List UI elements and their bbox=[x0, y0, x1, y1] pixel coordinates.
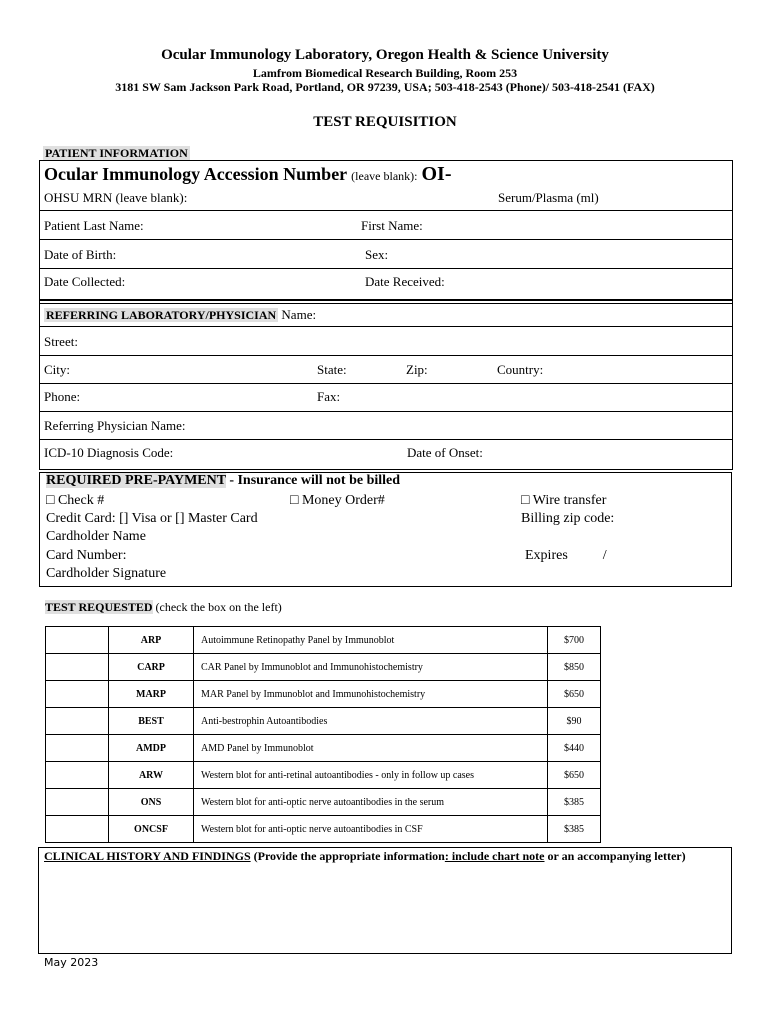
country-field[interactable]: Country: bbox=[497, 362, 544, 377]
sex-field[interactable]: Sex: bbox=[365, 247, 389, 262]
serum-field[interactable]: Serum/Plasma (ml) bbox=[498, 190, 599, 205]
city-row bbox=[39, 356, 732, 384]
test-code: CARP bbox=[109, 654, 194, 681]
state-field[interactable]: State: bbox=[317, 362, 347, 377]
test-checkbox[interactable] bbox=[46, 627, 109, 654]
onset-field[interactable]: Date of Onset: bbox=[407, 445, 483, 460]
city-field[interactable]: City: bbox=[44, 362, 71, 377]
icd-row bbox=[39, 440, 732, 468]
street-row bbox=[39, 327, 732, 356]
test-checkbox[interactable] bbox=[46, 681, 109, 708]
billing-zip-field[interactable]: Billing zip code: bbox=[521, 511, 615, 526]
referring-section-label: REFERRING LABORATORY/PHYSICIAN bbox=[46, 308, 277, 322]
accession-label: Ocular Immunology Accession Number bbox=[44, 164, 348, 184]
test-code: ONS bbox=[109, 789, 194, 816]
test-price: $385 bbox=[548, 816, 601, 843]
card-number-field[interactable]: Card Number: bbox=[46, 548, 127, 563]
test-code: ONCSF bbox=[109, 816, 194, 843]
mrn-field[interactable]: OHSU MRN (leave blank): bbox=[44, 190, 188, 205]
test-price: $90 bbox=[548, 708, 601, 735]
lab-address: 3181 SW Sam Jackson Park Road, Portland, OR 97239, USA; 503-418-2543 (Phone)/ 503-418-2541 (FAX) bbox=[115, 80, 655, 94]
test-price: $440 bbox=[548, 735, 601, 762]
accession-field[interactable] bbox=[44, 163, 451, 186]
name-row bbox=[39, 211, 732, 240]
collected-field[interactable]: Date Collected: bbox=[44, 274, 126, 289]
cardholder-name-field[interactable]: Cardholder Name bbox=[46, 529, 146, 544]
test-description: AMD Panel by Immunoblot bbox=[194, 735, 548, 762]
test-checkbox[interactable] bbox=[46, 735, 109, 762]
icd-field[interactable]: ICD-10 Diagnosis Code: bbox=[44, 445, 174, 460]
test-row bbox=[46, 762, 601, 789]
test-description: Western blot for anti-optic nerve autoantibodies in CSF bbox=[194, 816, 548, 843]
test-description: CAR Panel by Immunoblot and Immunohistochemistry bbox=[194, 654, 548, 681]
test-section-heading bbox=[45, 600, 282, 615]
test-code: BEST bbox=[109, 708, 194, 735]
clinical-hint-c: or an accompanying letter) bbox=[544, 849, 686, 863]
form-title: TEST REQUISITION bbox=[313, 114, 457, 130]
received-field[interactable]: Date Received: bbox=[365, 274, 445, 289]
test-row bbox=[46, 816, 601, 843]
physician-row bbox=[39, 412, 732, 440]
referring-name-label: Name: bbox=[281, 307, 317, 322]
expires-field[interactable]: Expires / bbox=[525, 548, 607, 563]
referring-name-field[interactable] bbox=[44, 307, 316, 323]
accession-hint: (leave blank): bbox=[351, 169, 418, 183]
wire-transfer-option[interactable]: □ Wire transfer bbox=[521, 493, 607, 508]
credit-card-field[interactable]: Credit Card: [] Visa or [] Master Card bbox=[46, 511, 258, 526]
test-code: AMDP bbox=[109, 735, 194, 762]
test-price: $385 bbox=[548, 789, 601, 816]
clinical-section-label: CLINICAL HISTORY AND FINDINGS bbox=[44, 849, 251, 863]
test-description: Western blot for anti-retinal autoantibodies - only in follow up cases bbox=[194, 762, 548, 789]
test-section-label: TEST REQUESTED bbox=[45, 600, 153, 614]
patient-section-label: PATIENT INFORMATION bbox=[45, 146, 188, 160]
physician-field[interactable]: Referring Physician Name: bbox=[44, 418, 186, 433]
test-row bbox=[46, 789, 601, 816]
last-name-field[interactable]: Patient Last Name: bbox=[44, 218, 144, 233]
prepayment-note: - Insurance will not be billed bbox=[225, 473, 401, 488]
money-order-option[interactable]: □ Money Order# bbox=[290, 493, 385, 508]
first-name-field[interactable]: First Name: bbox=[361, 218, 423, 233]
referring-name-row bbox=[39, 304, 732, 327]
phone-field[interactable]: Phone: bbox=[44, 389, 81, 404]
clinical-heading bbox=[44, 849, 686, 864]
test-description: Western blot for anti-optic nerve autoantibodies in the serum bbox=[194, 789, 548, 816]
accession-prefix: OI- bbox=[421, 163, 452, 185]
test-description: Anti-bestrophin Autoantibodies bbox=[194, 708, 548, 735]
test-row bbox=[46, 708, 601, 735]
tests-table bbox=[45, 626, 601, 843]
footer-date: May 2023 bbox=[44, 956, 99, 969]
test-row bbox=[46, 654, 601, 681]
street-field[interactable]: Street: bbox=[44, 334, 78, 349]
prepayment-heading bbox=[46, 473, 400, 489]
signature-field[interactable]: Cardholder Signature bbox=[46, 566, 167, 581]
clinical-hint-a: (Provide the appropriate information bbox=[250, 849, 445, 863]
lab-building: Lamfrom Biomedical Research Building, Room 253 bbox=[252, 66, 518, 80]
mrn-row bbox=[39, 186, 732, 211]
test-price: $850 bbox=[548, 654, 601, 681]
test-code: ARP bbox=[109, 627, 194, 654]
dates-row bbox=[39, 269, 732, 298]
test-code: MARP bbox=[109, 681, 194, 708]
test-description: MAR Panel by Immunoblot and Immunohistochemistry bbox=[194, 681, 548, 708]
test-checkbox[interactable] bbox=[46, 762, 109, 789]
test-description: Autoimmune Retinopathy Panel by Immunoblot bbox=[194, 627, 548, 654]
test-row bbox=[46, 681, 601, 708]
test-checkbox[interactable] bbox=[46, 816, 109, 843]
test-code: ARW bbox=[109, 762, 194, 789]
fax-field[interactable]: Fax: bbox=[317, 389, 341, 404]
test-checkbox[interactable] bbox=[46, 654, 109, 681]
clinical-hint-b: : include chart note bbox=[444, 849, 545, 863]
zip-field[interactable]: Zip: bbox=[406, 362, 428, 377]
dob-row bbox=[39, 240, 732, 269]
lab-title: Ocular Immunology Laboratory, Oregon Health & Science University bbox=[161, 47, 609, 63]
test-price: $650 bbox=[548, 681, 601, 708]
test-row bbox=[46, 735, 601, 762]
dob-field[interactable]: Date of Birth: bbox=[44, 247, 117, 262]
prepayment-section-label: REQUIRED PRE-PAYMENT bbox=[46, 473, 226, 488]
test-checkbox[interactable] bbox=[46, 789, 109, 816]
phone-row bbox=[39, 384, 732, 412]
test-price: $650 bbox=[548, 762, 601, 789]
test-section-hint: (check the box on the left) bbox=[152, 600, 282, 614]
test-price: $700 bbox=[548, 627, 601, 654]
test-checkbox[interactable] bbox=[46, 708, 109, 735]
check-option[interactable]: □ Check # bbox=[46, 493, 105, 508]
test-row bbox=[46, 627, 601, 654]
